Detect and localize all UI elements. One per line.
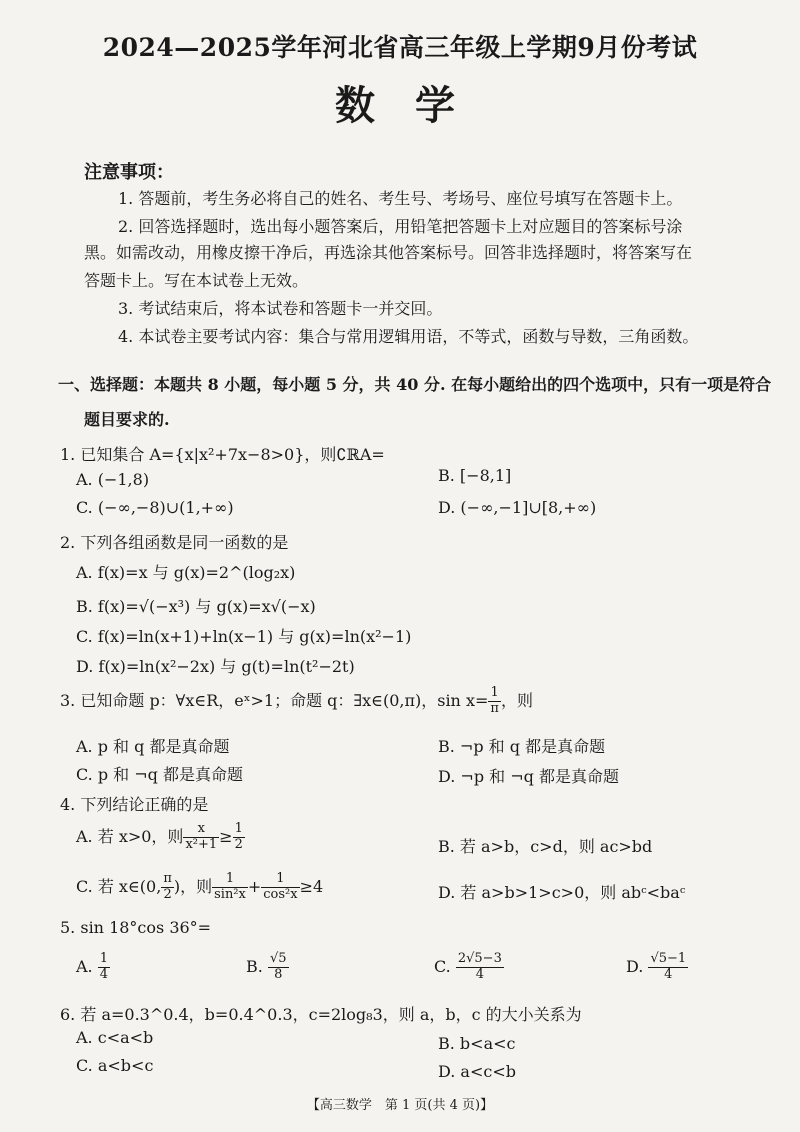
q3-option-d: D. ¬p 和 ¬q 都是真命题	[438, 767, 619, 786]
q4c-fraction-3	[261, 872, 299, 903]
q2-option-a: A. f(x)=x 与 g(x)=2^(log₂x)	[76, 563, 296, 582]
section-heading: 一、选择题：本题共 8 小题，每小题 5 分，共 40 分. 在每小题给出的四个选项中，只有一项是符合	[58, 375, 772, 394]
q5c-fraction	[456, 952, 504, 983]
question-5-stem: 5. sin 18°cos 36°=	[60, 918, 212, 937]
q6-option-a: A. c<a<b	[76, 1028, 154, 1047]
q4a-fraction-2	[233, 822, 245, 853]
q5b-num: √5	[269, 951, 287, 966]
q1-option-b: B. [−8,1]	[438, 466, 512, 485]
q3-fraction	[488, 686, 501, 717]
q5c-num: 2√5−3	[457, 951, 502, 966]
question-6-stem: 6. 若 a=0.3^0.4，b=0.4^0.3，c=2log₈3，则 a，b，c 的大小关系为	[60, 1005, 582, 1024]
q4c-plus: +	[247, 876, 262, 896]
q5d-den: 4	[664, 966, 673, 982]
page-footer: 【高三数学 第 1 页(共 4 页)】	[306, 1098, 494, 1113]
notice-item: 黑。如需改动，用橡皮擦干净后，再选涂其他答案标号。回答非选择题时，将答案写在	[84, 243, 693, 262]
q3-option-b: B. ¬p 和 q 都是真命题	[438, 737, 606, 756]
q5b-label: B.	[246, 956, 263, 976]
exam-title: 2024—2025学年河北省高三年级上学期9月份考试	[102, 33, 698, 62]
q4c-fraction-2	[212, 872, 248, 903]
q2-option-c: C. f(x)=ln(x+1)+ln(x−1) 与 g(x)=ln(x²−1)	[76, 627, 412, 646]
q5d-fraction	[648, 952, 688, 983]
q6-option-d: D. a<c<b	[438, 1062, 516, 1081]
notice-item: 2. 回答选择题时，选出每小题答案后，用铅笔把答题卡上对应题目的答案标号涂	[118, 217, 683, 236]
q4a-frac1-num: x	[183, 822, 219, 838]
q5a-fraction	[98, 952, 110, 983]
q4c-fraction-1	[161, 872, 174, 903]
q3-frac-num: 1	[488, 686, 501, 702]
q5d-label: D.	[626, 956, 644, 976]
q5b-fraction	[268, 952, 289, 983]
q4a-frac2-den: 2	[234, 836, 243, 852]
question-4-stem: 4. 下列结论正确的是	[60, 795, 209, 814]
q3-option-c: C. p 和 ¬q 都是真命题	[76, 765, 243, 784]
q4-option-b: B. 若 a>b，c>d，则 ac>bd	[438, 837, 653, 856]
q1-option-a: A. (−1,8)	[76, 470, 150, 489]
q6-option-b: B. b<a<c	[438, 1034, 516, 1053]
q3-option-a: A. p 和 q 都是真命题	[76, 737, 230, 756]
notice-heading: 注意事项：	[84, 162, 174, 183]
notice-item: 答题卡上。写在本试卷上无效。	[84, 271, 309, 290]
q4c-end: ≥4	[299, 876, 324, 896]
q4c-frac3-den: cos²x	[263, 886, 298, 902]
q4a-frac1-den: x²+1	[185, 836, 218, 852]
q4a-fraction-1	[183, 822, 219, 853]
q3-stem-text: 3. 已知命题 p：∀x∈R，eˣ>1；命题 q：∃x∈(0,π)，sin x=	[60, 690, 489, 710]
q4-option-a	[76, 822, 245, 853]
q5c-den: 4	[475, 966, 484, 982]
q2-option-b: B. f(x)=√(−x³) 与 g(x)=x√(−x)	[76, 597, 316, 616]
question-1-stem: 1. 已知集合 A={x|x²+7x−8>0}，则∁ℝA=	[60, 445, 385, 464]
q4c-mid: )，则	[173, 876, 213, 896]
q3-frac-den: π	[490, 700, 499, 716]
notice-item: 1. 答题前，考生务必将自己的姓名、考生号、考场号、座位号填写在答题卡上。	[118, 189, 683, 208]
q3-stem-end: ，则	[500, 690, 533, 710]
q1-option-c: C. (−∞,−8)∪(1,+∞)	[76, 498, 234, 517]
q4a-geq: ≥	[219, 826, 233, 846]
q4c-frac1-num: π	[163, 871, 172, 886]
q5c-label: C.	[434, 956, 451, 976]
question-2-stem: 2. 下列各组函数是同一函数的是	[60, 533, 289, 552]
q4c-frac3-num: 1	[261, 872, 299, 888]
q5-option-b	[246, 952, 289, 983]
section-heading-cont: 题目要求的.	[84, 410, 170, 429]
q4a-frac2-num: 1	[234, 821, 243, 836]
q6-option-c: C. a<b<c	[76, 1056, 154, 1075]
notice-item: 3. 考试结束后，将本试卷和答题卡一并交回。	[118, 299, 443, 318]
subject-title: 数学	[335, 82, 495, 129]
notice-item: 4. 本试卷主要考试内容：集合与常用逻辑用语，不等式，函数与导数，三角函数。	[118, 327, 699, 346]
q4c-frac2-den: sin²x	[214, 886, 246, 902]
q4c-text: C. 若 x∈(0,	[76, 876, 162, 896]
q4c-frac2-num: 1	[212, 872, 248, 888]
q5-option-a	[76, 952, 110, 983]
q1-option-d: D. (−∞,−1]∪[8,+∞)	[438, 498, 597, 517]
q4c-frac1-den: 2	[163, 886, 172, 902]
q5-option-d	[626, 952, 688, 983]
q2-option-d: D. f(x)=ln(x²−2x) 与 g(t)=ln(t²−2t)	[76, 657, 355, 676]
q5a-den: 4	[99, 966, 109, 982]
question-3-stem	[60, 686, 533, 717]
q4a-text: A. 若 x>0，则	[76, 826, 184, 846]
q5a-label: A.	[76, 956, 93, 976]
q5a-num: 1	[99, 951, 109, 966]
q5d-num: √5−1	[650, 951, 687, 966]
q5-option-c	[434, 952, 504, 983]
q4-option-c	[76, 872, 323, 903]
q4-option-d: D. 若 a>b>1>c>0，则 abᶜ<baᶜ	[438, 883, 686, 902]
q5b-den: 8	[274, 966, 283, 982]
